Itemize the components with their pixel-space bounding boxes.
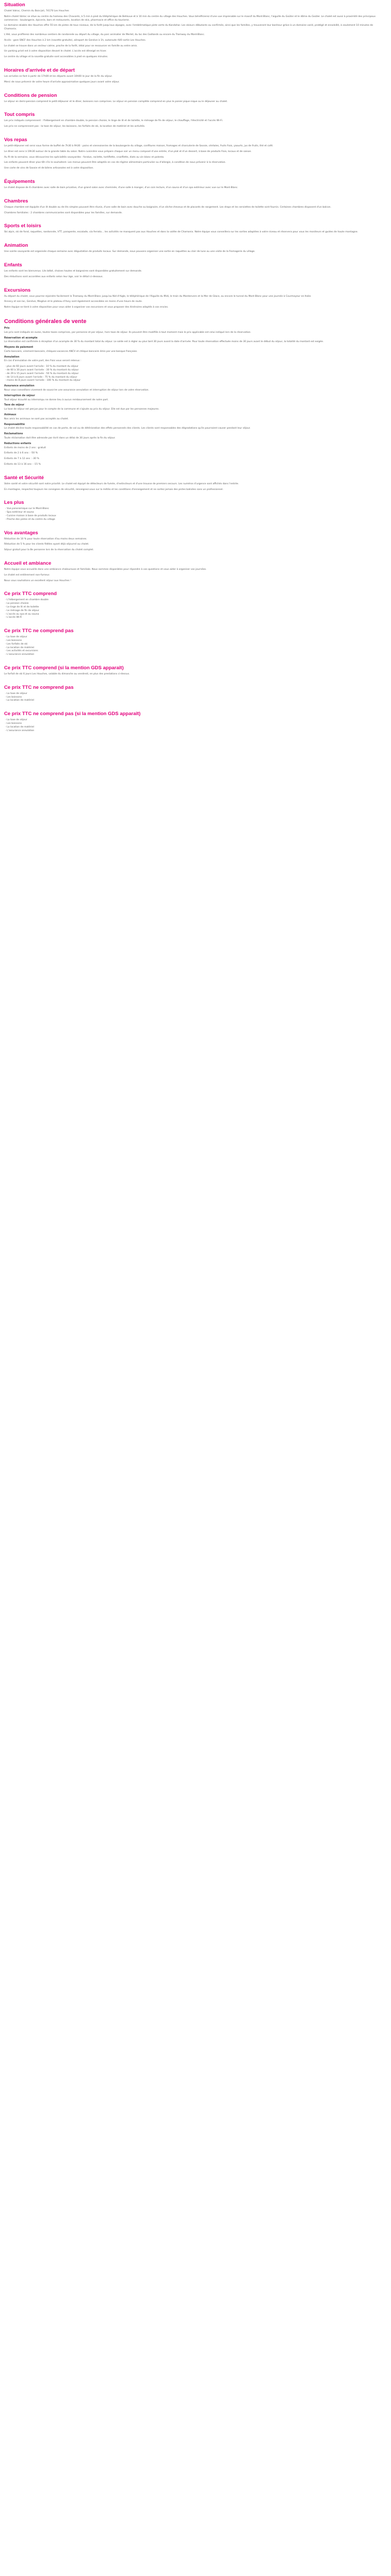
- paragraph: Le forfait de ski 6 jours Les Houches, valable du dimanche au vendredi, en plus des prestations ci-dessus.: [4, 672, 130, 675]
- paragraph: Chaque chambre est équipée d'un lit double ou de lits simples pouvant être réunis, d'une salle de bain avec douche ou baignoire, d'un sèche-cheveux et de placards de rangement. Les draps et les serviettes de toilette sont fournis. Certaines chambres disposent d'un balcon.: [4, 206, 332, 209]
- section: [4, 685, 377, 703]
- paragraph: Enfants de 7 à 12 ans : -30 %: [4, 457, 39, 461]
- list-item: - L'assurance annulation: [5, 730, 377, 733]
- section: [4, 475, 377, 492]
- paragraph: Toute réclamation doit être adressée par écrit dans un délai de 30 jours après la fin du séjour.: [4, 437, 116, 440]
- bullet-list: [4, 599, 377, 620]
- section: [4, 93, 377, 104]
- section: [4, 530, 377, 552]
- section-heading: Tout compris: [4, 112, 35, 118]
- list-item: - Proche des pistes et du centre du village: [5, 518, 377, 522]
- list-item: - plus de 60 jours avant l'arrivée : 10 % du montant du séjour: [5, 365, 377, 369]
- section-heading: Équipements: [4, 178, 35, 184]
- paragraph: Les enfants peuvent dîner plus tôt s'ils le souhaitent. Les menus peuvent être adaptés en cas de régime alimentaire particulier ou d'allergie, à condition de nous prévenir à la réservation.: [4, 161, 226, 164]
- list-item: - La location de matériel: [5, 647, 377, 650]
- list-item: - L'hébergement en chambre double: [5, 599, 377, 602]
- paragraph: La taxe de séjour est perçue pour le compte de la commune et s'ajoute au prix du séjour. Elle est due par les personnes majeures.: [4, 408, 159, 411]
- list-item: - L'accès Wi-Fi: [5, 616, 377, 620]
- paragraph: Chambres familiales : 2 chambres communicantes sont disponibles pour les familles, sur demande.: [4, 211, 123, 214]
- section-heading: Ce prix TTC ne comprend pas (si la mention GDS apparaît): [4, 711, 141, 717]
- bullet-list: [4, 719, 377, 733]
- subheading: Réservation et acompte: [4, 336, 38, 340]
- paragraph: Chalet Valroc, Chemin du Bois-Joli, 74170 Les Houches: [4, 10, 69, 12]
- paragraph: Le séjour en demi-pension comprend le petit-déjeuner et le dîner, boissons non comprises. Le séjour en pension complète comprend en plus le panier pique-nique ou le déjeuner au chalet.: [4, 100, 228, 103]
- paragraph: En cas d'annulation de votre part, des frais vous seront retenus :: [4, 360, 82, 363]
- list-item: - La pension choisie: [5, 602, 377, 606]
- section: [4, 628, 377, 657]
- paragraph: Le chalet se trouve dans un secteur calme, proche de la forêt, idéal pour se ressourcer en famille ou entre amis.: [4, 44, 138, 47]
- section-heading: Conditions de pension: [4, 92, 57, 98]
- list-item: - La taxe de séjour: [5, 719, 377, 722]
- section: [4, 287, 377, 310]
- list-item: - de 14 à 8 jours avant l'arrivée : 75 % du montant du séjour: [5, 376, 377, 380]
- section: [4, 67, 377, 84]
- subheading: Annulation: [4, 355, 20, 359]
- paragraph: Les arrivées se font à partir de 17h00 et les départs avant 10h00 le jour de la fin du séjour.: [4, 75, 113, 78]
- list-item: - Les boissons: [5, 696, 377, 700]
- section-heading: Santé et Sécurité: [4, 474, 44, 481]
- section: [4, 243, 377, 254]
- bullet-list: [4, 507, 377, 521]
- paragraph: Enfants de 2 à 6 ans : -50 %: [4, 452, 38, 455]
- list-item: - Vue panoramique sur le Mont-Blanc: [5, 507, 377, 511]
- paragraph: Notre équipe vous accueille dans une ambiance chaleureuse et familiale. Nous sommes disponibles pour répondre à vos questions et vous aider à organiser vos journées.: [4, 568, 207, 571]
- paragraph: Le dîner est servi à 19h30 autour de la grande table du salon. Notre cuisinière vous prépare chaque soir un menu composé d'une entrée, d'un plat et d'un dessert, à base de produits frais, locaux et de saison.: [4, 150, 252, 153]
- list-item: - Les activités et excursions: [5, 650, 377, 653]
- paragraph: Au fil de la semaine, vous découvrirez les spécialités savoyardes : fondue, raclette, tartiflette, croziflette, diots au vin blanc et polenta.: [4, 156, 165, 159]
- section: [4, 198, 377, 215]
- subheading: Moyens de paiement: [4, 346, 34, 349]
- subheading: Animaux: [4, 414, 17, 417]
- list-item: - Cuisine maison à base de produits locaux: [5, 515, 377, 518]
- paragraph: Réduction de 5 % pour les clients fidèles ayant déjà séjourné au chalet.: [4, 543, 89, 546]
- paragraph: Le petit-déjeuner est servi sous forme de buffet de 7h30 à 9h30 : pains et viennoiseries de la boulangerie du village, confitures maison, fromages et charcuterie de Savoie, céréales, fruits frais, yaourts, jus de fruits, thé et café.: [4, 144, 273, 147]
- paragraph: Une soirée savoyarde est organisée chaque semaine avec dégustation de produits locaux. Sur demande, nous pouvons organiser une sortie en raquettes au clair de lune ou une visite de la fromagerie du village.: [4, 250, 255, 253]
- section-heading: Horaires d'arrivée et de départ: [4, 67, 75, 73]
- paragraph: Merci de nous prévenir de votre heure d'arrivée approximative quelques jours avant votre séjour.: [4, 80, 120, 83]
- paragraph: Enfants de moins de 2 ans : gratuit: [4, 446, 46, 449]
- paragraph: Annecy et son lac, Genève, Megève et le plateau d'Assy sont également accessibles en moins d'une heure de route.: [4, 300, 143, 303]
- section-heading: Les plus: [4, 500, 24, 506]
- section: [4, 223, 377, 234]
- paragraph: Ski alpin, ski de fond, raquettes, randonnée, VTT, parapente, escalade, via ferrata… les activités ne manquent pas aux Houches et dans la vallée de Chamonix. Notre équipe vous conseillera sur les sorties adaptées à votre niveau et réservera pour vous les moniteurs et guides de haute montagne.: [4, 231, 359, 234]
- bullet-list: [4, 636, 377, 657]
- paragraph: Votre santé et votre sécurité sont notre priorité. Le chalet est équipé de détecteurs de fumée, d'extincteurs et d'une trousse de premiers secours. Les numéros d'urgence sont affichés dans l'entrée.: [4, 482, 239, 485]
- document: [0, 0, 382, 751]
- paragraph: Une carte de vins de Savoie et de bières artisanales est à votre disposition.: [4, 167, 94, 170]
- list-item: - Le ménage de fin de séjour: [5, 609, 377, 613]
- paragraph: Les enfants sont les bienvenus. Lits bébé, chaises hautes et baignoires sont disponibles gratuitement sur demande.: [4, 269, 142, 273]
- paragraph: Au départ du chalet, vous pourrez rejoindre facilement le Tramway du Mont-Blanc jusqu'au Nid d'Aigle, le téléphérique de l'Aiguille du Midi, le train du Montenvers et la Mer de Glace, ou encore le tunnel du Mont-Blanc pour une journée à Courmayeur en Italie.: [4, 295, 312, 298]
- section: [4, 711, 377, 733]
- section-heading: Accueil et ambiance: [4, 560, 52, 566]
- paragraph: Le chalet décline toute responsabilité en cas de perte, de vol ou de détérioration des effets personnels des clients. Les clients sont responsables des dégradations qu'ils pourraient causer pendant leur séjour.: [4, 427, 251, 430]
- paragraph: Tout séjour écourté ou interrompu ne donne lieu à aucun remboursement de notre part.: [4, 398, 109, 401]
- section: [4, 318, 377, 467]
- paragraph: Le chalet dispose de 6 chambres avec salle de bain privative, d'un grand salon avec cheminée, d'une salle à manger, d'un coin lecture, d'un sauna et d'un spa extérieur avec vue sur le Mont-Blanc.: [4, 186, 238, 189]
- paragraph: Enfants de 13 à 16 ans : -15 %: [4, 463, 41, 466]
- paragraph: L'été, vous profiterez des nombreux sentiers de randonnée au départ du village, du parc animalier de Merlet, du lac des Gaillands ou encore du Tramway du Mont-Blanc.: [4, 33, 205, 36]
- paragraph: Carte bancaire, virement bancaire, chèques-vacances ANCV et chèque bancaire émis par une banque française.: [4, 350, 138, 353]
- list-item: - Spa extérieur et sauna: [5, 511, 377, 515]
- section: [4, 137, 377, 171]
- section-heading: Vos repas: [4, 137, 27, 143]
- paragraph: Les prix sont indiqués en euros, toutes taxes comprises, par personne et par séjour, hors taxe de séjour. Ils peuvent être modifiés à tout moment mais le prix applicable est celui indiqué lors de la réservation.: [4, 331, 251, 334]
- paragraph: Les prix ne comprennent pas : la taxe de séjour, les boissons, les forfaits de ski, la location de matériel et les activités.: [4, 125, 145, 128]
- paragraph: Nos amis les animaux ne sont pas acceptés au chalet.: [4, 417, 69, 420]
- subheading: Réclamations: [4, 433, 23, 436]
- bullet-list: [4, 365, 377, 383]
- paragraph: Un parking privé est à votre disposition devant le chalet. L'accès est déneigé en hiver.: [4, 50, 107, 53]
- section-heading: Vos avantages: [4, 530, 38, 536]
- paragraph: Le chalet est entièrement non-fumeur.: [4, 573, 50, 577]
- section: [4, 2, 377, 59]
- bullet-list: [4, 692, 377, 703]
- list-item: - La location de matériel: [5, 699, 377, 703]
- section-heading: Animation: [4, 243, 28, 249]
- list-item: - L'assurance annulation: [5, 653, 377, 657]
- list-item: - de 60 à 30 jours avant l'arrivée : 30 % du montant du séjour: [5, 369, 377, 372]
- list-item: - La taxe de séjour: [5, 692, 377, 696]
- paragraph: Notre équipe se tient à votre disposition pour vous aider à organiser vos excursions et vous proposer des itinéraires adaptés à vos envies.: [4, 306, 169, 309]
- section-heading: Excursions: [4, 287, 31, 293]
- paragraph: Nous vous souhaitons un excellent séjour aux Houches !: [4, 579, 71, 582]
- list-item: - de 29 à 15 jours avant l'arrivée : 50 % du montant du séjour: [5, 372, 377, 376]
- paragraph: Le centre du village et la navette gratuite sont accessibles à pied en quelques minutes.: [4, 56, 108, 59]
- subheading: Réductions enfants: [4, 442, 31, 445]
- paragraph: Séjour gratuit pour la 8e personne lors de la réservation du chalet complet.: [4, 549, 94, 552]
- section: [4, 500, 377, 521]
- list-item: - La taxe de séjour: [5, 636, 377, 639]
- paragraph: Notre chalet Valroc se situe au centre du hameau des Chavants, à 5 min à pied du téléphérique de Bellevue et à 10 min du centre du village des Houches. Vous bénéficierez d'une vue imprenable sur le massif du Mont-Blanc, l'aiguille du Goûter et le dôme du Goûter. Le chalet est aussi à proximité des principaux commerces : boulangerie, épicerie, bars et restaurants, location de skis, pharmacie et office du tourisme.: [4, 15, 377, 22]
- section-heading: Enfants: [4, 262, 22, 268]
- subheading: Prix: [4, 327, 10, 330]
- subheading: Interruption de séjour: [4, 394, 35, 397]
- list-item: - moins de 8 jours avant l'arrivée : 100 % du montant du séjour: [5, 379, 377, 383]
- section-heading: Ce prix TTC ne comprend pas: [4, 628, 74, 634]
- list-item: - Les boissons: [5, 639, 377, 643]
- paragraph: Des réductions sont accordées aux enfants selon leur âge, voir le détail ci-dessous.: [4, 275, 103, 278]
- paragraph: En montagne, respectez toujours les consignes de sécurité, renseignez-vous sur la météo et les conditions d'enneigement et ne sortez jamais des pistes balisées sans un professionnel.: [4, 488, 223, 491]
- list-item: - L'accès au spa et au sauna: [5, 613, 377, 617]
- paragraph: Nous vous conseillons vivement de souscrire une assurance annulation et interruption de séjour lors de votre réservation.: [4, 389, 150, 392]
- section-heading: Conditions générales de vente: [4, 318, 87, 325]
- subheading: Taxe de séjour: [4, 404, 25, 407]
- section: [4, 262, 377, 279]
- section: [4, 591, 377, 620]
- section-heading: Sports et loisirs: [4, 223, 41, 229]
- section: [4, 179, 377, 190]
- list-item: - Le linge de lit et de toilette: [5, 606, 377, 609]
- section-heading: Ce prix TTC comprend: [4, 591, 57, 597]
- list-item: - Les boissons: [5, 722, 377, 726]
- paragraph: Le domaine skiable des Houches offre 55 km de pistes de tous niveaux, de la forêt jusqu'aux alpages, avec l'emblématique piste verte du Kandahar. Les skieurs débutants ou confirmés, ainsi que les familles, y trouveront leur bonheur grâce à un domaine varié, protégé et ensoleillé, à seulement 10 minutes de Chamonix.: [4, 24, 374, 31]
- section: [4, 665, 377, 676]
- paragraph: Les prix indiqués comprennent : l'hébergement en chambre double, la pension choisie, le linge de lit et de toilette, le ménage de fin de séjour, le chauffage, l'électricité et l'accès Wi-Fi.: [4, 120, 223, 123]
- section: [4, 112, 377, 129]
- section: [4, 561, 377, 583]
- subheading: Assurance annulation: [4, 385, 35, 388]
- list-item: - La location de matériel: [5, 726, 377, 730]
- section-heading: Ce prix TTC comprend (si la mention GDS apparaît): [4, 665, 124, 671]
- section-heading: Situation: [4, 2, 25, 8]
- paragraph: Réduction de 10 % pour toute réservation d'au moins deux semaines.: [4, 537, 87, 540]
- list-item: - Les forfaits de ski: [5, 643, 377, 647]
- paragraph: La réservation est confirmée à réception d'un acompte de 30 % du montant total du séjour. Le solde est à régler au plus tard 30 jours avant la date d'arrivée. Pour toute réservation effectuée moins de 30 jours avant le début du séjour, la totalité du montant est exigée.: [4, 341, 324, 344]
- section-heading: Ce prix TTC ne comprend pas: [4, 684, 74, 690]
- subheading: Responsabilité: [4, 423, 25, 426]
- paragraph: Accès : gare SNCF des Houches à 2 km (navette gratuite), aéroport de Genève à 1h, autoroute A40 sortie Les Houches.: [4, 39, 146, 42]
- section-heading: Chambres: [4, 198, 28, 204]
